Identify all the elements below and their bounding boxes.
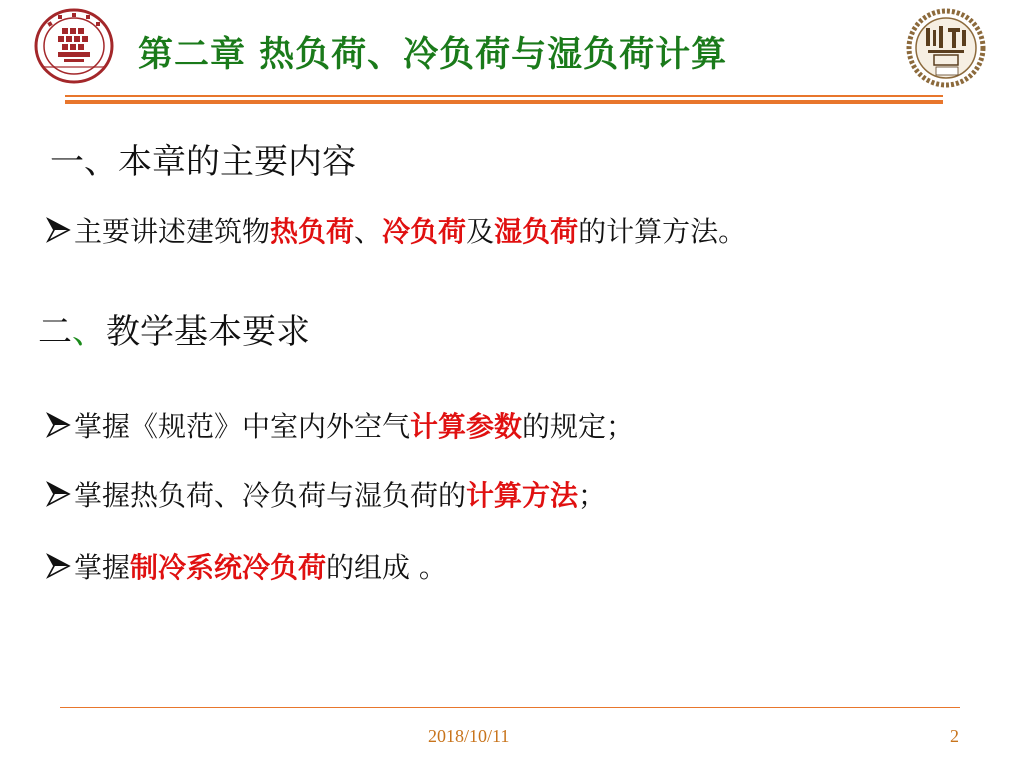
page-title: 第二章 热负荷、冷负荷与湿负荷计算 [138, 34, 728, 75]
arrow-right-icon [44, 216, 72, 244]
bullet-text: ； [578, 479, 607, 512]
arrow-right-icon [44, 480, 72, 508]
bullet-text: 的计算方法。 [578, 215, 747, 248]
section-heading-requirements [38, 304, 310, 353]
list-item [44, 405, 634, 445]
highlight-heat-load: 热负荷 [270, 215, 355, 248]
bullet-text: 及 [466, 215, 495, 248]
list-item [44, 474, 606, 514]
university-emblem-icon [906, 8, 986, 88]
footer-date: 2018/10/11 [428, 726, 510, 746]
highlight-moisture-load: 湿负荷 [494, 215, 579, 248]
arrow-right-icon [44, 411, 72, 439]
heading-mark: 、 [72, 312, 106, 352]
heading-prefix: 二 [38, 312, 72, 352]
section-heading-main-content: 一、本章的主要内容 [50, 142, 356, 182]
list-item [44, 210, 746, 250]
bullet-text: 的组成 。 [326, 551, 447, 584]
bullet-text: 掌握《规范》中室内外空气 [74, 410, 411, 443]
bullet-text: 掌握热负荷、冷负荷与湿负荷的 [74, 479, 467, 512]
page-number: 2 [950, 726, 959, 746]
highlight-text: 计算参数 [410, 410, 523, 443]
title-underline-thick [65, 100, 943, 104]
arrow-right-icon [44, 552, 72, 580]
highlight-cooling-load: 冷负荷 [382, 215, 467, 248]
heading-text: 教学基本要求 [106, 312, 310, 352]
highlight-text: 计算方法 [466, 479, 579, 512]
bullet-text: 、 [354, 215, 383, 248]
footer-divider [60, 707, 960, 708]
bullet-text: 掌握 [74, 551, 131, 584]
bullet-text: 主要讲述建筑物 [74, 215, 271, 248]
university-seal-icon [34, 8, 114, 84]
list-item [44, 546, 447, 586]
bullet-text: 的规定； [522, 410, 635, 443]
highlight-text: 制冷系统冷负荷 [130, 551, 327, 584]
title-underline [65, 95, 943, 97]
